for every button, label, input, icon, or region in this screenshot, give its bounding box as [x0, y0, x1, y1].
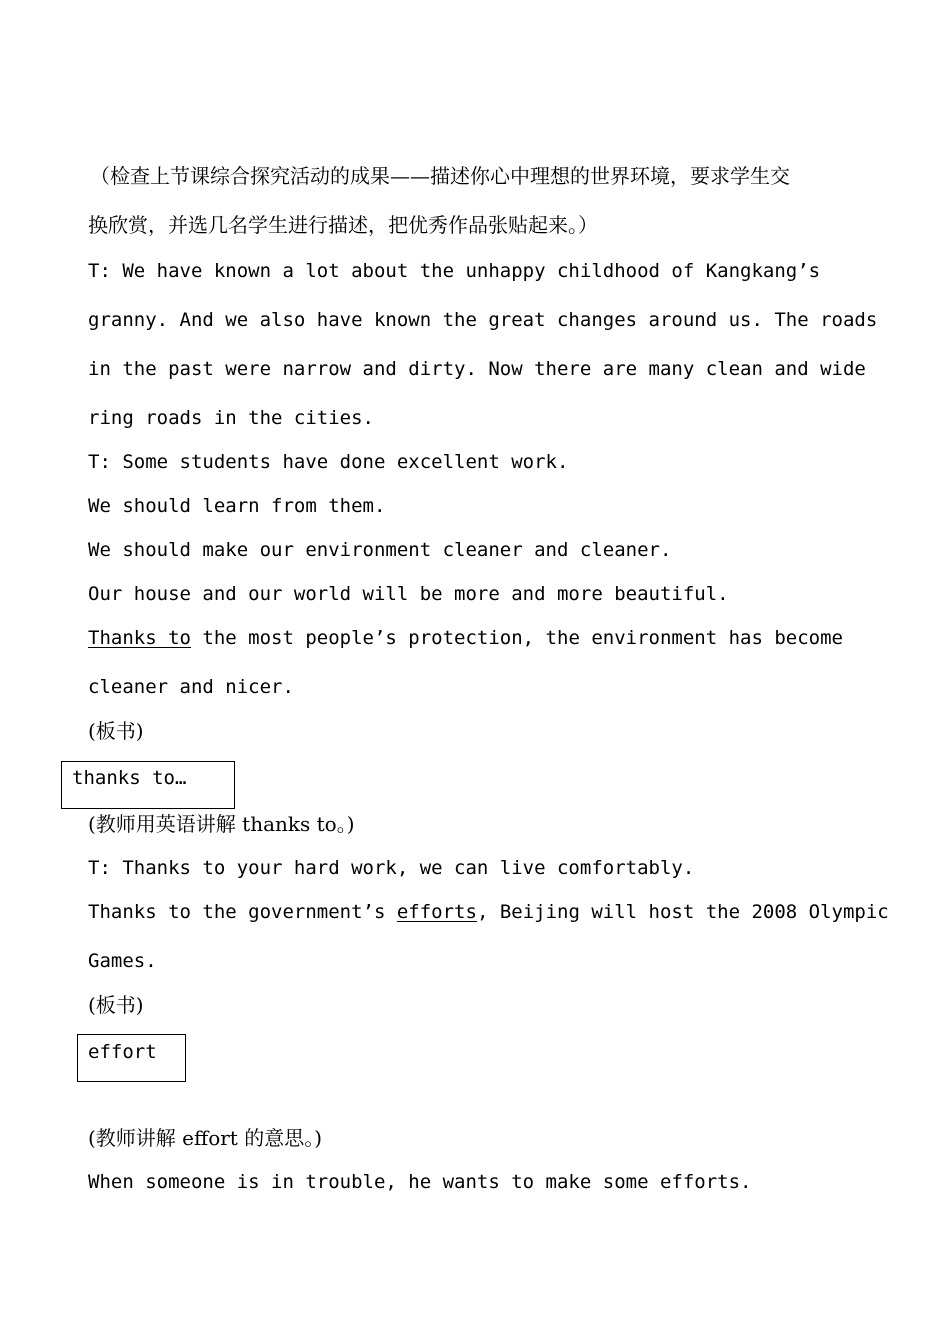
para2-line-3: We should make our environment cleaner and cleaner.	[88, 539, 672, 561]
board-box-effort	[77, 1034, 186, 1082]
explain-thanks-to: (教师用英语讲解 thanks to。)	[88, 812, 355, 836]
board-box-effort-text: effort	[88, 1041, 157, 1063]
para2-line-1: T: Some students have done excellent work.	[88, 451, 569, 473]
intro-line-1: （检查上节课综合探究活动的成果——描述你心中理想的世界环境，要求学生交	[90, 164, 790, 188]
para4-line-2-after: , Beijing will host the 2008 Olympic	[476, 901, 889, 923]
para2-line-2: We should learn from them.	[88, 495, 386, 517]
board-box-thanks-to-text: thanks to…	[72, 767, 187, 789]
para2-line-4: Our house and our world will be more and more beautiful.	[88, 583, 729, 605]
explain-effort: (教师讲解 effort 的意思。)	[88, 1126, 323, 1150]
intro-line-2: 换欣赏，并选几名学生进行描述，把优秀作品张贴起来。）	[88, 213, 598, 237]
thanks-to-underlined: Thanks to	[88, 627, 191, 649]
para3-line-1	[88, 626, 843, 650]
para5-line-1: When someone is in trouble, he wants to make some efforts.	[88, 1171, 752, 1193]
para1-line-3: in the past were narrow and dirty. Now there are many clean and wide	[88, 358, 866, 380]
para1-line-4: ring roads in the cities.	[88, 407, 374, 429]
para4-line-2-before: Thanks to the government’s	[88, 901, 397, 923]
para1-line-1: T: We have known a lot about the unhappy childhood of Kangkang’s	[88, 260, 821, 282]
para4-line-2	[88, 900, 889, 924]
board-box-thanks-to	[61, 761, 235, 809]
board-label-1: (板书)	[88, 719, 144, 743]
board-label-2: (板书)	[88, 993, 144, 1017]
para4-line-1: T: Thanks to your hard work, we can live comfortably.	[88, 857, 695, 879]
para3-line-2: cleaner and nicer.	[88, 676, 294, 698]
para4-line-3: Games.	[88, 950, 157, 972]
para1-line-2: granny. And we also have known the great changes around us. The roads	[88, 309, 878, 331]
efforts-underlined: efforts	[396, 901, 477, 923]
para3-line-1-rest: the most people’s protection, the environment has become	[190, 627, 843, 649]
